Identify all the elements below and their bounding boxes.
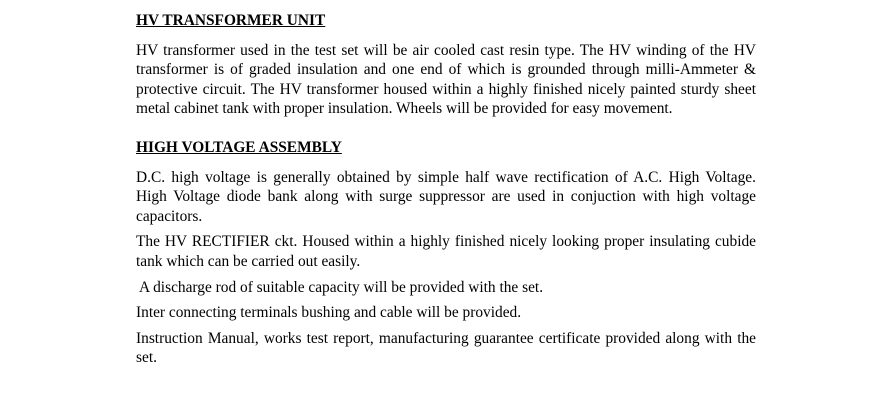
- section-high-voltage-assembly: [136, 138, 756, 368]
- paragraph: D.C. high voltage is generally obtained by simple half wave rectification of A.C. High Voltage. High Voltage diode bank along with surge suppressor are used in conjuction with high voltage capacitors.: [136, 168, 756, 225]
- document-page: [136, 11, 756, 374]
- paragraph: The HV RECTIFIER ckt. Housed within a highly finished nicely looking proper insulating cubide tank which can be carried out easily.: [136, 233, 756, 270]
- section-heading: HV TRANSFORMER UNIT: [136, 12, 326, 29]
- section-heading: HIGH VOLTAGE ASSEMBLY: [136, 138, 342, 156]
- paragraph: Instruction Manual, works test report, manufacturing guarantee certificate provided along with the set.: [136, 329, 756, 367]
- section-hv-transformer-unit: [136, 11, 756, 119]
- paragraph: HV transformer used in the test set will be air cooled cast resin type. The HV winding of the HV transformer is of graded insulation and one end of which is grounded through milli-Ammeter & protective circuit. The HV transformer housed within a highly finished nicely painted sturdy sheet metal cabinet tank with proper insulation. Wheels will be provided for easy movement.: [136, 41, 756, 118]
- paragraph: A discharge rod of suitable capacity will be provided with the set.: [136, 278, 544, 296]
- paragraph: Inter connecting terminals bushing and cable will be provided.: [136, 304, 522, 322]
